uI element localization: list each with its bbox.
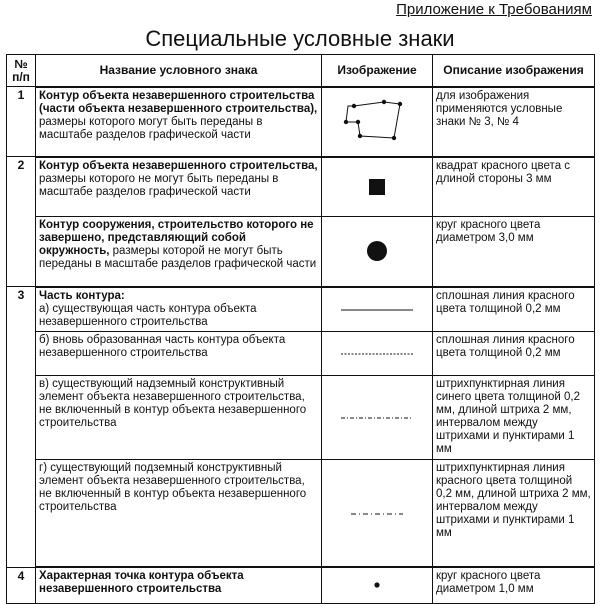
table-row (7, 157, 595, 217)
row-name (36, 87, 322, 157)
row-number: 1 (7, 87, 36, 157)
row-name-bold: Часть контура: (39, 289, 125, 302)
small-dot-icon (322, 567, 433, 603)
table-row (7, 567, 595, 603)
red-circle-icon (322, 217, 433, 287)
row-name (36, 157, 322, 217)
column-header-name: Название условного знака (36, 55, 322, 87)
table-row (7, 287, 595, 332)
row-name-rest: размеры которой не могут быть переданы в масштабе разделов графической части (39, 245, 317, 270)
row-name-rest: размеры которого не могут быть переданы в масштабе разделов графической части (39, 172, 279, 198)
row-name-bold: Контур объекта незавершенного строительства (части объекта незавершенного строительства), (39, 89, 318, 115)
table-row (7, 87, 595, 157)
table-row (7, 331, 595, 375)
table-row (7, 375, 595, 459)
page-title: Специальные условные знаки (145, 26, 455, 51)
conventional-signs-table (6, 54, 595, 604)
table-row (7, 459, 595, 567)
dash-dot-line-icon (322, 375, 433, 459)
dash-dot-line-red-icon (322, 459, 433, 567)
row-name (36, 217, 322, 287)
row-number: 4 (7, 567, 36, 603)
row-description: сплошная линия красного цвета толщиной 0,2 мм (433, 331, 595, 375)
row-description: штрихпунктирная линия синего цвета толщиной 0,2 мм, длиной штриха 2 мм, интервалом между штрихами и пунктирами 1 мм (433, 375, 595, 459)
row-name: г) существующий подземный конструктивный элемент объекта незавершенного строительства, не включенный в контур объекта незавершенного строительства (36, 459, 322, 567)
column-header-description: Описание изображения (433, 55, 595, 87)
row-description: сплошная линия красного цвета толщиной 0,2 мм (433, 287, 595, 332)
row-name-bold: Контур объекта незавершенного строительства, (39, 159, 318, 172)
column-header-num: № п/п (7, 55, 36, 87)
table-row (7, 217, 595, 287)
row-number (7, 217, 36, 287)
row-number (7, 375, 36, 459)
row-description: для изображения применяются условные знаки № 3, № 4 (433, 87, 595, 157)
row-description: круг красного цвета диаметром 3,0 мм (433, 217, 595, 287)
polygon-contour-icon (322, 87, 433, 157)
row-name-rest: а) существующая часть контура объекта незавершенного строительства (39, 302, 257, 328)
solid-line-icon (322, 287, 433, 332)
row-number (7, 459, 36, 567)
row-name-rest: размеры которого могут быть переданы в масштабе разделов графической части (39, 115, 263, 141)
row-number: 3 (7, 287, 36, 332)
row-number (7, 331, 36, 375)
row-name: в) существующий надземный конструктивный элемент объекта незавершенного строительства, не включенный в контур объекта незавершенного строительства (36, 375, 322, 459)
appendix-label: Приложение к Требованиям (396, 1, 592, 18)
row-name-bold: Контур сооружения, строительство которого не завершено, представляющий собой окружность, (39, 219, 314, 257)
row-name: Характерная точка контура объекта незавершенного строительства (36, 567, 322, 603)
row-name: б) вновь образованная часть контура объекта незавершенного строительства (36, 331, 322, 375)
row-number: 2 (7, 157, 36, 217)
dashed-line-icon (322, 331, 433, 375)
row-description: квадрат красного цвета с длиной стороны 3 мм (433, 157, 595, 217)
row-description: круг красного цвета диаметром 1,0 мм (433, 567, 595, 603)
row-name (36, 287, 322, 332)
table-header-row (7, 55, 595, 87)
row-description: штрихпунктирная линия красного цвета толщиной 0,2 мм, длиной штриха 2 мм, интервалом между штрихами и пунктирами 1 мм (433, 459, 595, 567)
red-square-icon (322, 157, 433, 217)
column-header-image: Изображение (322, 55, 433, 87)
